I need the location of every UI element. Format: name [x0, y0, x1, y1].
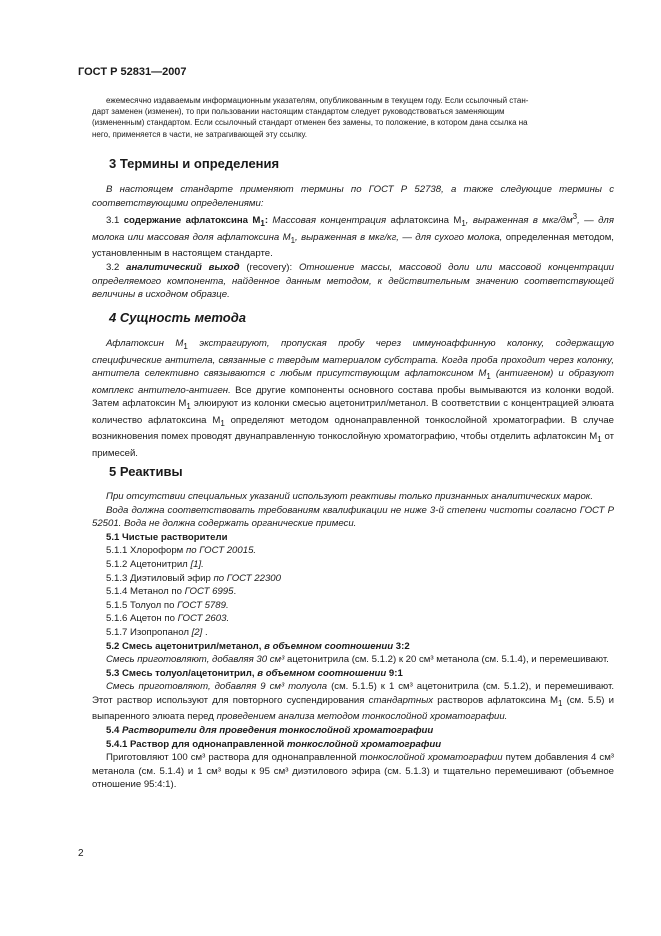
intro-line: (измененным) стандартом. Если ссылочный стандарт отменен без замены, то положение, в котором дана ссылка на	[92, 118, 528, 128]
section-4-body	[92, 337, 614, 460]
paragraph: Приготовляют 100 см³ раствора для однонаправленной тонкослойной хроматографии путем добавления 4 см³ метанола (см. 5.1.4) и 1 см³ воды к 95 см³ диэтилового эфира (см. 5.1.3) и тщательно перемешивают (объемное отношение 95:4:1).	[92, 752, 614, 791]
page-header: ГОСТ Р 52831—2007	[78, 66, 187, 78]
intro-line: ежемесячно издаваемым информационным указателям, опубликованным в текущем году. Если ссылочный стан-	[106, 96, 529, 105]
section-3-body	[92, 183, 614, 302]
intro-line: него, применяется в части, не затрагивающей эту ссылку.	[92, 129, 307, 139]
list-item: 5.1.6 Ацетон по ГОСТ 2603.	[106, 613, 230, 625]
term-3-2: 3.2 аналитический выход (recovery): Отношение массы, массовой доли или массовой концентрации определяемого компонента, найденное данным методом, к действительным значению соответствующей величины в исходном образце.	[92, 261, 614, 301]
list-item: 5.1.4 Метанол по ГОСТ 6995.	[106, 586, 237, 598]
subsection-title: 5.4 Растворители для проведения тонкослойной хроматографии	[106, 725, 434, 736]
term-3-1: 3.1 содержание афлатоксина $М_1$: Массовая концентрация афлатоксина $М_1$, выраженная в мкг/$дм^3$, — для молока или массовая доля афлатоксина $М_1$, выраженная в мкг/кг, — для сухого молока, определенная методом, установленным в настоящем стандарте.	[92, 212, 614, 260]
section-5-body	[92, 490, 614, 792]
subsection-title: 5.1 Чистые растворители	[106, 531, 228, 543]
paragraph: Смесь приготовляют, добавляя 30 см³ ацетонитрила (см. 5.1.2) к 20 см³ метанола (см. 5.1.4), и перемешивают.	[106, 654, 609, 666]
paragraph: В настоящем стандарте применяют термины по ГОСТ Р 52738, а также следующие термины с соответствующими определениями:	[92, 184, 614, 209]
paragraph: При отсутствии специальных указаний используют реактивы только признанных аналитических марок.	[106, 491, 593, 502]
list-item: 5.1.1 Хлороформ по ГОСТ 20015.	[106, 545, 257, 557]
subsection-title: 5.4.1 Раствор для однонаправленной тонкослойной хроматографии	[106, 738, 442, 750]
list-item: 5.1.3 Диэтиловый эфир по ГОСТ 22300	[106, 572, 281, 584]
section-4-title: 4 Сущность метода	[109, 310, 246, 325]
subsection-title: 5.3 Смесь толуол/ацетонитрил, в объемном соотношении 9:1	[106, 667, 403, 679]
paragraph: Смесь приготовляют, добавляя 9 см³ толуола (см. 5.1.5) к 1 см³ ацетонитрила (см. 5.1.2), и перемешивают. Этот раствор используют для повторного суспендирования стандартных растворов афлатоксина $М_1$ (см. 5.5) и выпаренного элюата перед проведением анализа методом тонкослойной хроматографии.	[92, 681, 615, 723]
list-item: 5.1.2 Ацетонитрил [1].	[106, 558, 204, 570]
subsection-title: 5.2 Смесь ацетонитрил/метанол, в объемном соотношении 3:2	[106, 640, 410, 652]
paragraph: Афлатоксин $М_1$ экстрагируют, пропуская пробу через иммуноаффинную колонку, содержащую специфические антитела, связанные с твердым материалом субстрата. Когда проба проходит через колонку, антитела селективно связываются с любым присутствующим афлатоксином $М_1$ (антигеном) и образуют комплекс антитело-антиген. Все другие компоненты основного состава пробы вымываются из колонки водой. Затем афлатоксин $М_1$ элюируют из колонки смесью ацетонитрил/метанол. В соответствии с концентрацией элюата количество афлатоксина $М_1$ определяют методом однонаправленной тонкослойной хроматографии. В случае возникновения помех проводят двунаправленную тонкослойную хроматографию, чтобы отделить афлатоксин $М_1$ от примесей.	[92, 338, 615, 459]
paragraph: Вода должна соответствовать требованиям квалификации не ниже 3-й степени чистоты согласно ГОСТ Р 52501. Вода не должна содержать органические примеси.	[92, 504, 614, 530]
intro-paragraph	[92, 95, 614, 140]
section-5-title: 5 Реактивы	[109, 464, 183, 479]
page-number: 2	[78, 848, 84, 859]
list-item: 5.1.7 Изопропанол [2] .	[106, 626, 208, 638]
section-3-title: 3 Термины и определения	[109, 156, 280, 171]
intro-line: дарт заменен (изменен), то при пользовании настоящим стандартом следует руководствоваться заменяющим	[92, 107, 505, 117]
list-item: 5.1.5 Толуол по ГОСТ 5789.	[106, 599, 229, 611]
